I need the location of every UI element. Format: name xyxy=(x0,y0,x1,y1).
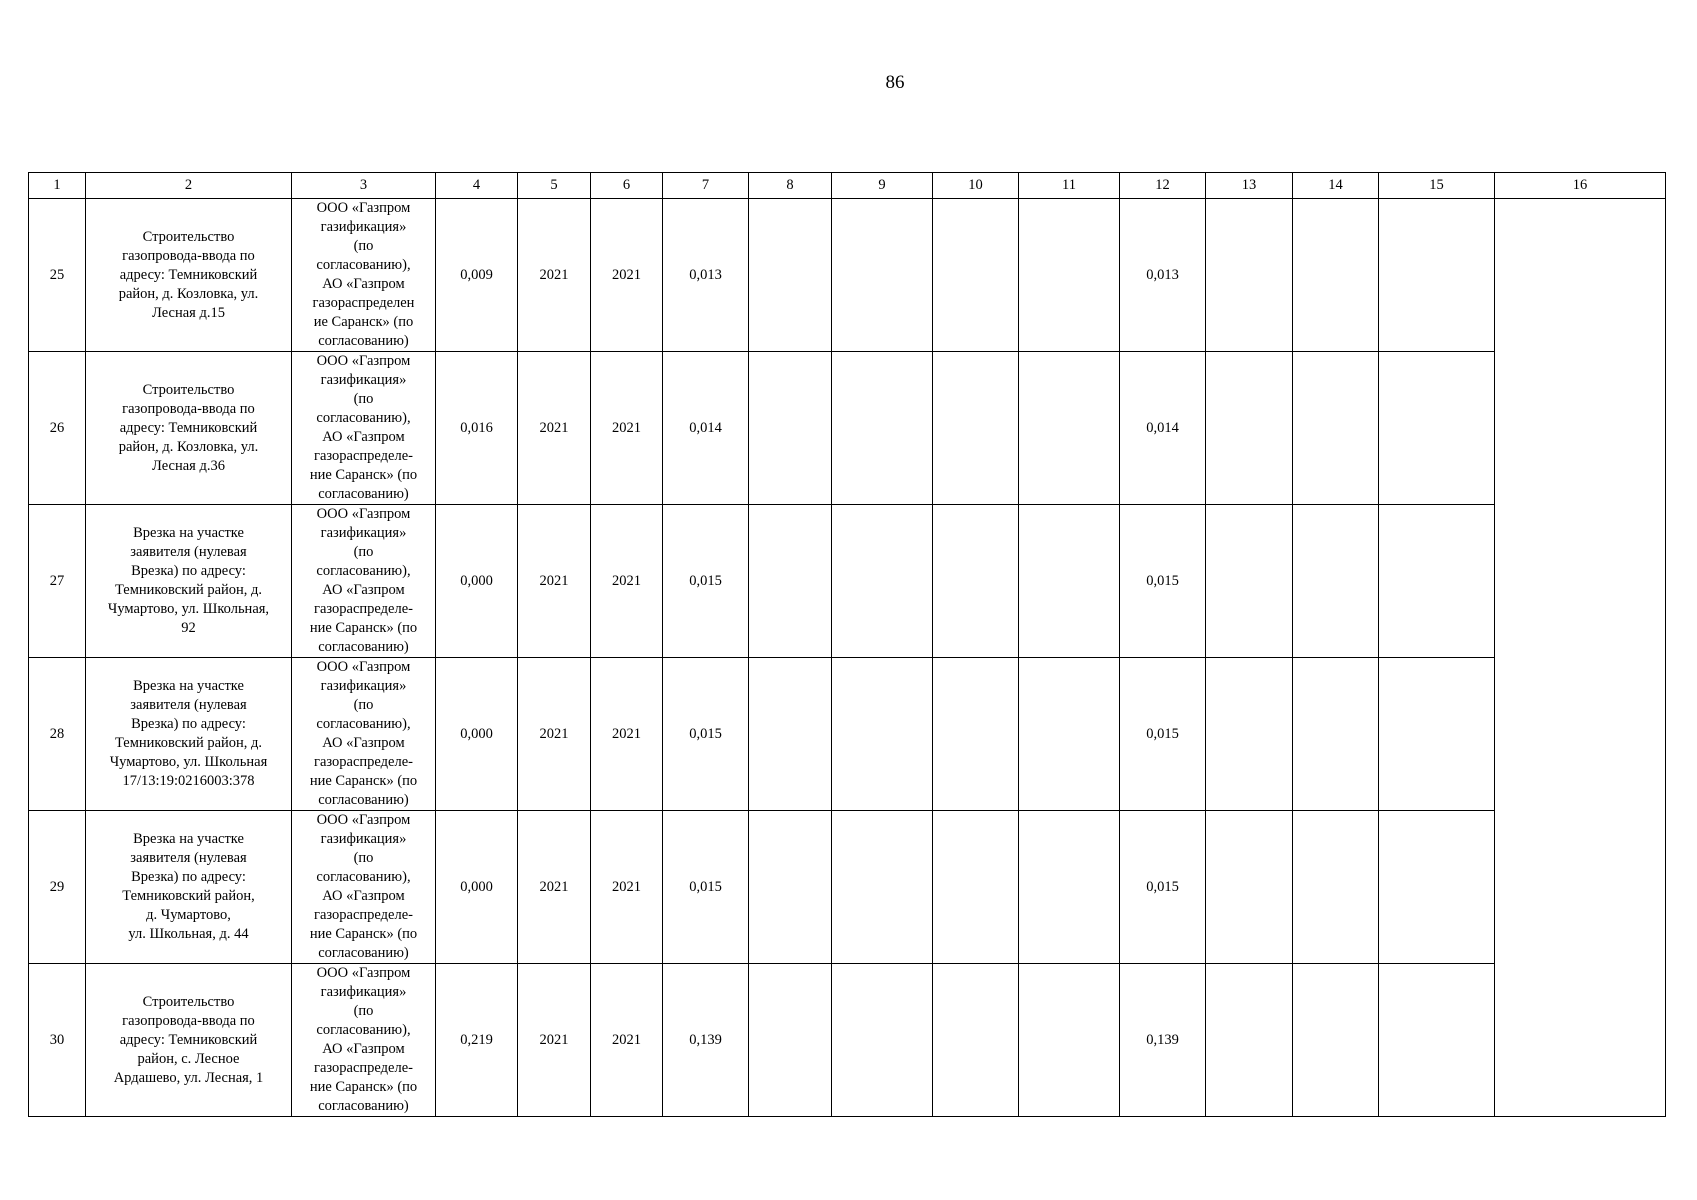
object-name-cell xyxy=(86,964,292,1117)
empty-cell-col15 xyxy=(1379,811,1495,964)
empty-cell-col8 xyxy=(749,352,832,505)
value-cell-col12: 0,013 xyxy=(1120,199,1206,352)
organization-cell xyxy=(292,964,436,1117)
table-row xyxy=(29,352,1666,505)
column-header: 2 xyxy=(86,173,292,199)
row-number-cell: 28 xyxy=(29,658,86,811)
empty-cell-col15 xyxy=(1379,199,1495,352)
row-number-cell: 27 xyxy=(29,505,86,658)
empty-cell-col10 xyxy=(933,658,1019,811)
object-name-text: Строительство газопровода-ввода по адресу: Темниковский район, д. Козловка, ул. Лесная д.36 xyxy=(118,381,259,474)
organization-text: ООО «Газпром газификация» (по согласованию), АО «Газпром газораспределен ие Саранск» (по согласованию) xyxy=(312,200,415,349)
table-row xyxy=(29,199,1666,352)
object-name-cell xyxy=(86,352,292,505)
empty-cell-col8 xyxy=(749,199,832,352)
empty-cell-col9 xyxy=(832,505,933,658)
column-header: 1 xyxy=(29,173,86,199)
organization-text: ООО «Газпром газификация» (по согласованию), АО «Газпром газораспределе- ние Саранск» (по согласованию) xyxy=(309,812,418,961)
column-header: 3 xyxy=(292,173,436,199)
empty-cell-col14 xyxy=(1293,811,1379,964)
row-number-cell: 30 xyxy=(29,964,86,1117)
column-header: 16 xyxy=(1495,173,1666,199)
object-name-text: Строительство газопровода-ввода по адресу: Темниковский район, д. Козловка, ул. Лесная д.15 xyxy=(118,228,259,321)
object-name-text: Строительство газопровода-ввода по адресу: Темниковский район, с. Лесное Ардашево, ул. Лесная, 1 xyxy=(113,993,264,1086)
column-header: 4 xyxy=(436,173,518,199)
empty-cell-col14 xyxy=(1293,505,1379,658)
column-header: 12 xyxy=(1120,173,1206,199)
value-cell-col7: 0,014 xyxy=(663,352,749,505)
object-name-cell xyxy=(86,658,292,811)
empty-cell-col11 xyxy=(1019,658,1120,811)
organization-text: ООО «Газпром газификация» (по согласованию), АО «Газпром газораспределе- ние Саранск» (по согласованию) xyxy=(309,659,418,808)
object-name-text: Врезка на участке заявителя (нулевая Врезка) по адресу: Темниковский район, д. Чумартово, ул. Школьная 17/13:19:0216003:378 xyxy=(109,678,268,789)
empty-cell-col14 xyxy=(1293,352,1379,505)
column-header: 7 xyxy=(663,173,749,199)
page-number: 86 xyxy=(885,72,905,93)
value-cell-col7: 0,015 xyxy=(663,811,749,964)
organization-cell xyxy=(292,658,436,811)
row-number-cell: 26 xyxy=(29,352,86,505)
year-start-cell: 2021 xyxy=(518,811,591,964)
organization-text: ООО «Газпром газификация» (по согласованию), АО «Газпром газораспределе- ние Саранск» (по согласованию) xyxy=(309,965,418,1114)
value-cell-col4: 0,000 xyxy=(436,811,518,964)
year-end-cell: 2021 xyxy=(591,811,663,964)
object-name-cell xyxy=(86,199,292,352)
empty-cell-col11 xyxy=(1019,964,1120,1117)
empty-cell-col11 xyxy=(1019,352,1120,505)
empty-cell-col9 xyxy=(832,352,933,505)
column-header: 8 xyxy=(749,173,832,199)
table-row xyxy=(29,505,1666,658)
organization-cell xyxy=(292,811,436,964)
table-row xyxy=(29,658,1666,811)
empty-cell-col11 xyxy=(1019,199,1120,352)
empty-cell-col13 xyxy=(1206,199,1293,352)
organization-cell xyxy=(292,505,436,658)
year-end-cell: 2021 xyxy=(591,964,663,1117)
empty-cell-col8 xyxy=(749,811,832,964)
year-end-cell: 2021 xyxy=(591,352,663,505)
year-end-cell: 2021 xyxy=(591,658,663,811)
year-start-cell: 2021 xyxy=(518,505,591,658)
value-cell-col7: 0,015 xyxy=(663,658,749,811)
empty-cell-col8 xyxy=(749,658,832,811)
column-header: 14 xyxy=(1293,173,1379,199)
year-start-cell: 2021 xyxy=(518,658,591,811)
year-start-cell: 2021 xyxy=(518,964,591,1117)
data-table xyxy=(28,172,1666,1117)
empty-cell-col14 xyxy=(1293,964,1379,1117)
empty-cell-col8 xyxy=(749,964,832,1117)
value-cell-col4: 0,219 xyxy=(436,964,518,1117)
table-body xyxy=(29,199,1666,1117)
table-row xyxy=(29,964,1666,1117)
value-cell-col4: 0,000 xyxy=(436,658,518,811)
empty-cell-col15 xyxy=(1379,658,1495,811)
year-end-cell: 2021 xyxy=(591,505,663,658)
empty-cell-col15 xyxy=(1379,352,1495,505)
row-number-cell: 29 xyxy=(29,811,86,964)
empty-cell-col13 xyxy=(1206,964,1293,1117)
year-start-cell: 2021 xyxy=(518,352,591,505)
column-header: 5 xyxy=(518,173,591,199)
column-header: 10 xyxy=(933,173,1019,199)
empty-cell-col13 xyxy=(1206,505,1293,658)
empty-cell-col9 xyxy=(832,199,933,352)
empty-cell-col15 xyxy=(1379,505,1495,658)
object-name-cell xyxy=(86,505,292,658)
column-header: 13 xyxy=(1206,173,1293,199)
value-cell-col12: 0,015 xyxy=(1120,658,1206,811)
organization-cell xyxy=(292,352,436,505)
organization-cell xyxy=(292,199,436,352)
organization-text: ООО «Газпром газификация» (по согласованию), АО «Газпром газораспределе- ние Саранск» (по согласованию) xyxy=(309,353,418,502)
empty-cell-col14 xyxy=(1293,199,1379,352)
value-cell-col12: 0,015 xyxy=(1120,811,1206,964)
column-header: 11 xyxy=(1019,173,1120,199)
empty-cell-col10 xyxy=(933,964,1019,1117)
empty-cell-col14 xyxy=(1293,658,1379,811)
object-name-text: Врезка на участке заявителя (нулевая Врезка) по адресу: Темниковский район, д. Чумартово, ул. Школьная, д. 44 xyxy=(122,831,255,942)
value-cell-col7: 0,013 xyxy=(663,199,749,352)
empty-cell-col13 xyxy=(1206,352,1293,505)
empty-cell-col10 xyxy=(933,811,1019,964)
year-start-cell: 2021 xyxy=(518,199,591,352)
value-cell-col12: 0,015 xyxy=(1120,505,1206,658)
empty-cell-col11 xyxy=(1019,811,1120,964)
empty-cell-col10 xyxy=(933,352,1019,505)
empty-cell-col10 xyxy=(933,505,1019,658)
object-name-cell xyxy=(86,811,292,964)
column-header: 15 xyxy=(1379,173,1495,199)
value-cell-col7: 0,015 xyxy=(663,505,749,658)
organization-text: ООО «Газпром газификация» (по согласованию), АО «Газпром газораспределе- ние Саранск» (по согласованию) xyxy=(309,506,418,655)
empty-cell-col11 xyxy=(1019,505,1120,658)
value-cell-col12: 0,139 xyxy=(1120,964,1206,1117)
empty-cell-col9 xyxy=(832,658,933,811)
value-cell-col7: 0,139 xyxy=(663,964,749,1117)
empty-cell-col8 xyxy=(749,505,832,658)
empty-cell-col9 xyxy=(832,964,933,1117)
merged-cell-col16 xyxy=(1495,199,1666,1117)
empty-cell-col13 xyxy=(1206,811,1293,964)
value-cell-col12: 0,014 xyxy=(1120,352,1206,505)
column-header: 6 xyxy=(591,173,663,199)
column-header: 9 xyxy=(832,173,933,199)
table-row xyxy=(29,811,1666,964)
empty-cell-col15 xyxy=(1379,964,1495,1117)
table-header xyxy=(29,173,1666,199)
row-number-cell: 25 xyxy=(29,199,86,352)
value-cell-col4: 0,016 xyxy=(436,352,518,505)
empty-cell-col10 xyxy=(933,199,1019,352)
year-end-cell: 2021 xyxy=(591,199,663,352)
empty-cell-col9 xyxy=(832,811,933,964)
header-row xyxy=(29,173,1666,199)
value-cell-col4: 0,009 xyxy=(436,199,518,352)
empty-cell-col13 xyxy=(1206,658,1293,811)
object-name-text: Врезка на участке заявителя (нулевая Врезка) по адресу: Темниковский район, д. Чумартово, ул. Школьная, 92 xyxy=(107,525,270,636)
value-cell-col4: 0,000 xyxy=(436,505,518,658)
